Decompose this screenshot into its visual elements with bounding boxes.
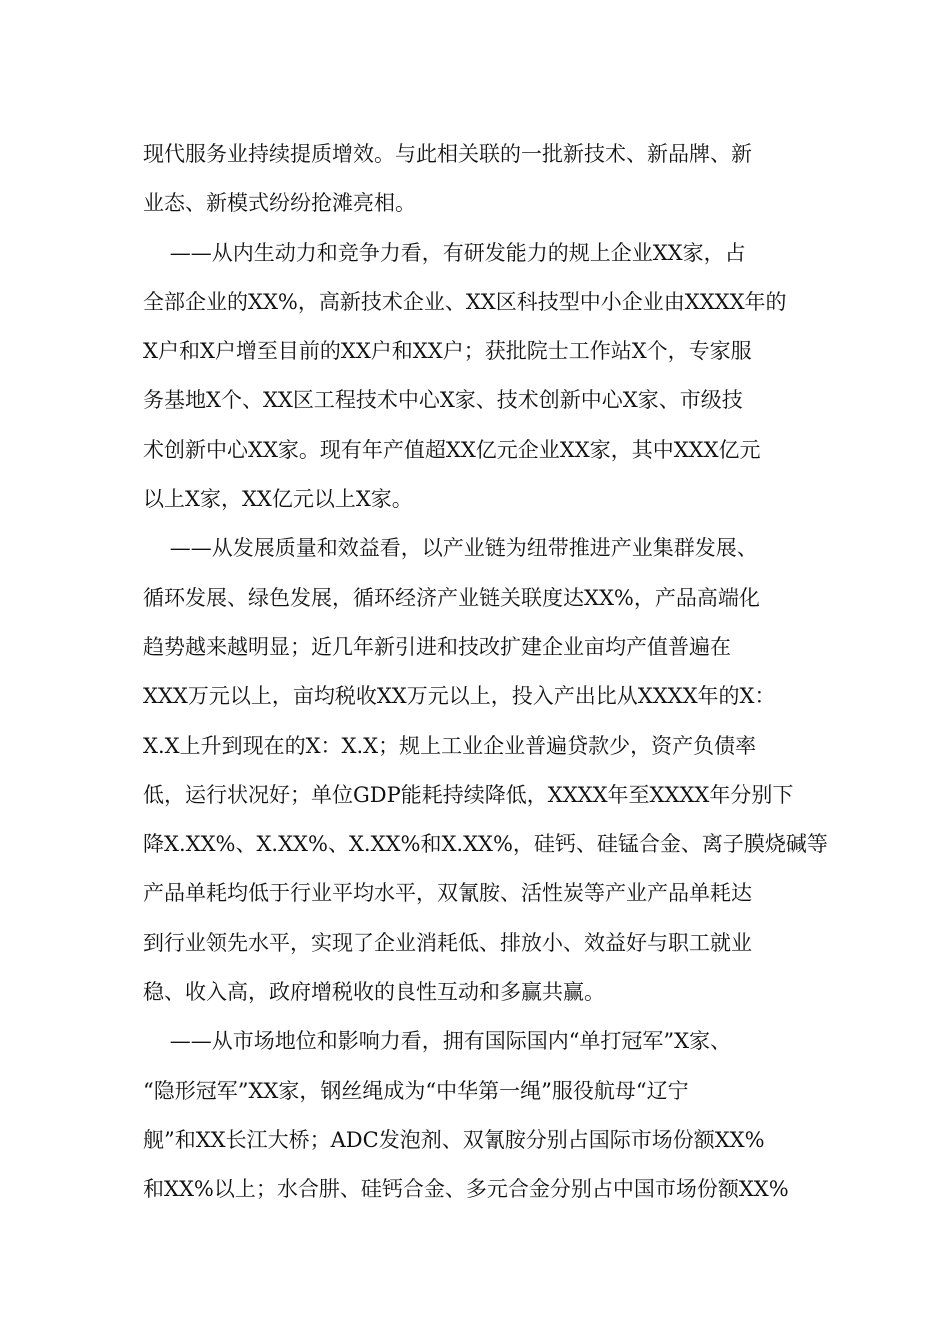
text-line: X户和X户增至目前的XX户和XX户；获批院士工作站X个，专家服 xyxy=(143,339,752,364)
text-line: 和XX%以上；水合肼、硅钙合金、多元合金分别占中国市场份额XX% xyxy=(143,1177,789,1202)
text-line: 舰”和XX长江大桥；ADC发泡剂、双氰胺分别占国际市场份额XX% xyxy=(143,1127,765,1152)
text-line: ——从内生动力和竞争力看，有研发能力的规上企业XX家，占 xyxy=(143,240,746,265)
text-line: 趋势越来越明显；近几年新引进和技改扩建企业亩均产值普遍在 xyxy=(143,634,731,659)
text-line: 产品单耗均低于行业平均水平，双氰胺、活性炭等产业产品单耗达 xyxy=(143,881,752,906)
text-line: 以上X家，XX亿元以上X家。 xyxy=(143,487,413,512)
text-line: 业态、新模式纷纷抢滩亮相。 xyxy=(143,191,416,216)
text-line: 循环发展、绿色发展，循环经济产业链关联度达XX%，产品高端化 xyxy=(143,585,760,610)
text-line: 稳、收入高，政府增税收的良性互动和多赢共赢。 xyxy=(143,980,605,1005)
text-line: 务基地X个、XX区工程技术中心X家、技术创新中心X家、市级技 xyxy=(143,388,743,413)
body-text xyxy=(143,130,828,1215)
text-line: XXX万元以上，亩均税收XX万元以上，投入产出比从XXXX年的X： xyxy=(143,684,776,709)
text-line: “隐形冠军”XX家，钢丝绳成为“中华第一绳”服役航母“辽宁 xyxy=(143,1078,689,1103)
text-line: 术创新中心XX家。现有年产值超XX亿元企业XX家，其中XXX亿元 xyxy=(143,437,761,462)
text-line: ——从发展质量和效益看，以产业链为纽带推进产业集群发展、 xyxy=(143,536,758,561)
text-line: 到行业领先水平，实现了企业消耗低、排放小、效益好与职工就业 xyxy=(143,930,752,955)
text-line: X.X上升到现在的X：X.X；规上工业企业普遍贷款少，资产负债率 xyxy=(143,733,757,758)
text-line: ——从市场地位和影响力看，拥有国际国内“单打冠军”X家、 xyxy=(143,1029,732,1054)
text-line: 降X.XX%、X.XX%、X.XX%和X.XX%，硅钙、硅锰合金、离子膜烧碱等 xyxy=(143,832,828,857)
text-line: 全部企业的XX%，高新技术企业、XX区科技型中小企业由XXXX年的 xyxy=(143,289,787,314)
text-line: 低，运行状况好；单位GDP能耗持续降低，XXXX年至XXXX年分别下 xyxy=(143,782,794,807)
text-line: 现代服务业持续提质增效。与此相关联的一批新技术、新品牌、新 xyxy=(143,142,752,166)
